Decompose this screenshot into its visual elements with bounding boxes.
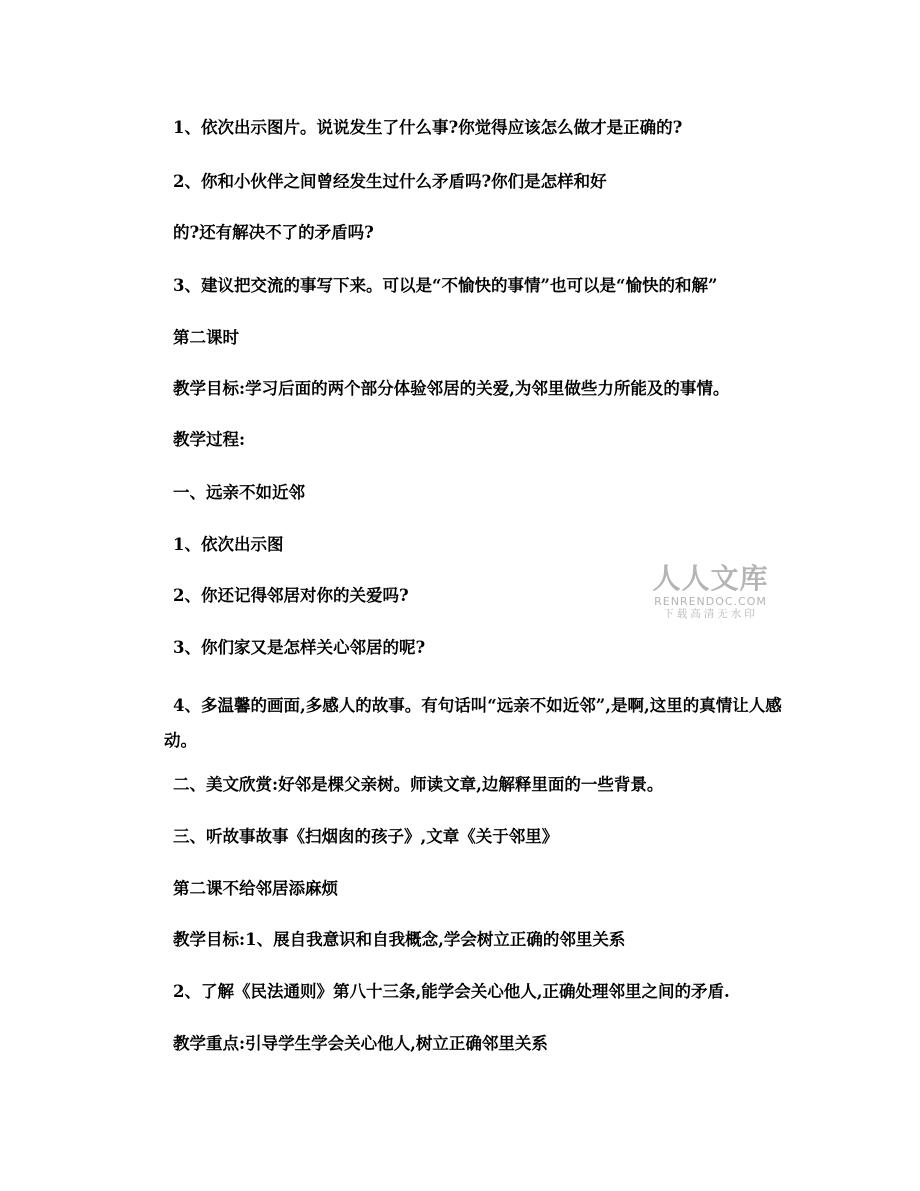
watermark-url: RENRENDOC.COM (654, 595, 767, 608)
text-line-4: 3、建议把交流的事写下来。可以是“不愉快的事情”也可以是“愉快的和解” (173, 276, 718, 295)
teaching-goal-line: 教学目标:学习后面的两个部分体验邻居的关爱,为邻里做些力所能及的事情。 (173, 379, 730, 398)
watermark-title: 人人文库 (652, 562, 769, 595)
watermark-subtitle: 下载高清无水印 (663, 608, 758, 620)
teaching-process-heading: 教学过程: (173, 430, 246, 449)
text-line-2: 2、你和小伙伴之间曾经发生过什么矛盾吗?你们是怎样和好 (173, 172, 607, 191)
text-line-1: 1、依次出示图片。说说发生了什么事?你觉得应该怎么做才是正确的? (173, 118, 683, 137)
section-heading-1: 一、远亲不如近邻 (173, 483, 305, 502)
text-line-3: 的?还有解决不了的矛盾吗? (173, 223, 374, 242)
watermark-logo (648, 563, 773, 621)
section-heading-2: 二、美文欣赏:好邻是棵父亲树。师读文章,边解释里面的一些背景。 (173, 775, 664, 794)
lesson-heading-2: 第二课时 (173, 328, 239, 347)
text-line-11: 3、你们家又是怎样关心邻居的呢? (173, 638, 426, 657)
text-line-10: 2、你还记得邻居对你的关爱吗? (173, 586, 409, 605)
text-paragraph-12: 4、多温馨的画面,多感人的故事。有句话叫“远亲不如近邻”,是啊,这里的真情让人感动。 (164, 696, 782, 750)
text-line-9: 1、依次出示图 (173, 535, 284, 554)
section-heading-3: 三、听故事故事《扫烟囱的孩子》,文章《关于邻里》 (173, 827, 559, 846)
teaching-goal-line-2: 教学目标:1、展自我意识和自我概念,学会树立正确的邻里关系 (173, 930, 626, 949)
lesson-heading-3: 第二课不给邻居添麻烦 (173, 879, 338, 898)
teaching-focus-line: 教学重点:引导学生学会关心他人,树立正确邻里关系 (173, 1034, 548, 1053)
text-line-17: 2、了解《民法通则》第八十三条,能学会关心他人,正确处理邻里之间的矛盾. (173, 982, 730, 1001)
